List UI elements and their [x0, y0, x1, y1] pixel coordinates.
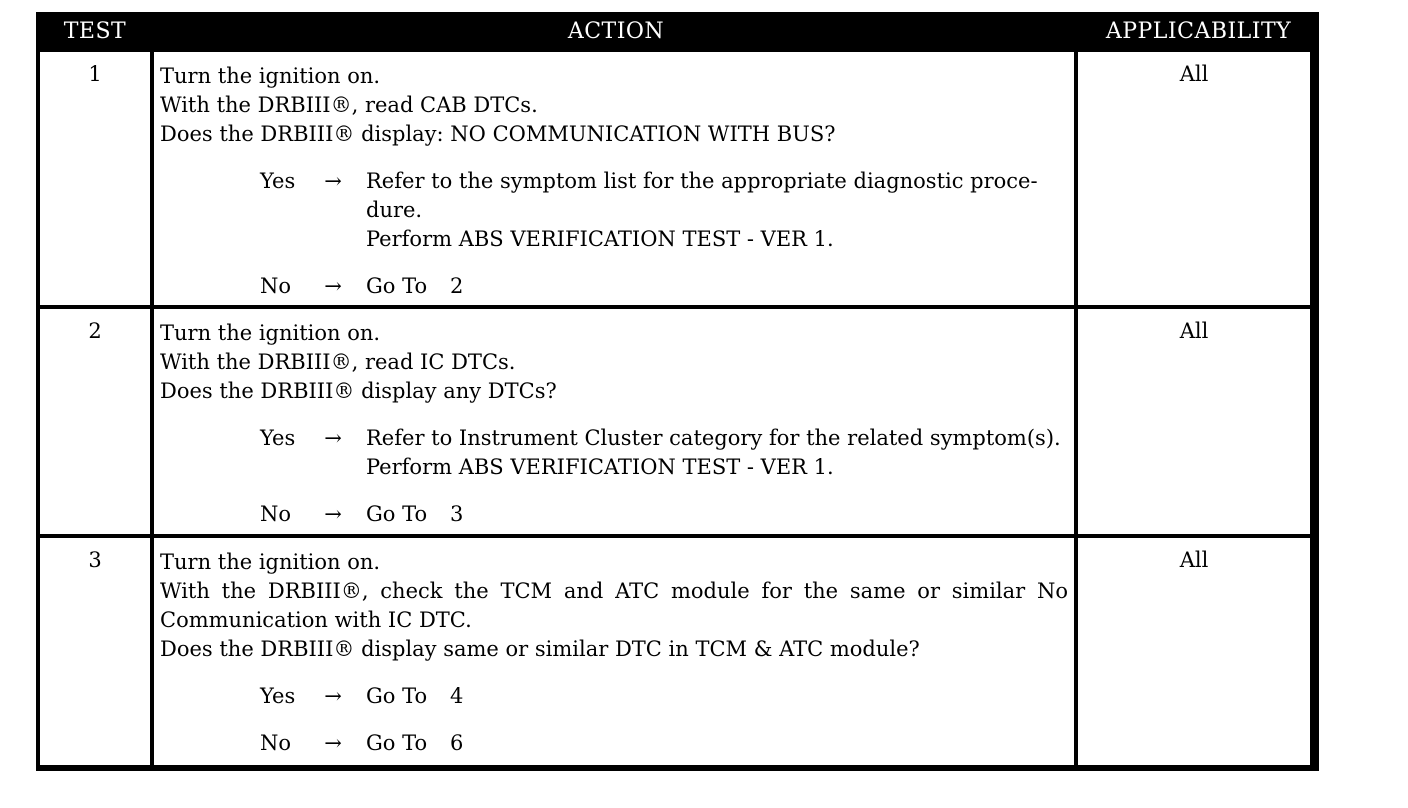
- no-label: No: [260, 274, 292, 298]
- test-number-cell: [40, 52, 150, 305]
- action-cell: [154, 309, 1074, 534]
- action-step: Turn the ignition on.: [160, 550, 381, 574]
- yes-line: Perform ABS VERIFICATION TEST - VER 1.: [366, 227, 834, 251]
- action-step: Turn the ignition on.: [160, 64, 381, 88]
- yes-label: Yes: [260, 169, 296, 193]
- arrow-icon: →: [324, 684, 342, 708]
- arrow-icon: →: [324, 274, 342, 298]
- yes-branch: [160, 167, 1068, 254]
- yes-text: [366, 424, 1068, 482]
- action-question: Does the DRBIII® display same or similar DTC in TCM & ATC module?: [160, 637, 920, 661]
- arrow-icon: →: [324, 502, 342, 526]
- goto-number: 2: [450, 274, 464, 298]
- test-number: 1: [88, 62, 102, 86]
- applicability-cell: [1078, 309, 1310, 534]
- test-number-cell: [40, 309, 150, 534]
- applicability-value: All: [1179, 319, 1209, 343]
- yes-line: dure.: [366, 198, 423, 222]
- action-question: Does the DRBIII® display: NO COMMUNICATION WITH BUS?: [160, 122, 836, 146]
- yes-line: Refer to the symptom list for the appropriate diagnostic proce-: [366, 169, 1038, 193]
- no-branch: [160, 272, 1068, 301]
- applicability-value: All: [1179, 62, 1209, 86]
- table-header: [36, 12, 1319, 52]
- yes-branch: [160, 424, 1068, 482]
- action-step: With the DRBIII®, read IC DTCs.: [160, 350, 516, 374]
- test-number: 3: [88, 548, 102, 572]
- yes-text: [366, 167, 1068, 254]
- action-question: Does the DRBIII® display any DTCs?: [160, 379, 557, 403]
- applicability-value: All: [1179, 548, 1209, 572]
- action-step: Turn the ignition on.: [160, 321, 381, 345]
- arrow-icon: →: [324, 731, 342, 755]
- yes-line: Refer to Instrument Cluster category for the related symptom(s).: [366, 426, 1061, 450]
- action-cell: [154, 52, 1074, 305]
- goto-text: Go To: [366, 502, 428, 526]
- arrow-icon: →: [324, 426, 342, 450]
- test-number: 2: [88, 319, 102, 343]
- action-step: With the DRBIII®, read CAB DTCs.: [160, 93, 538, 117]
- header-test: TEST: [63, 19, 127, 44]
- yes-branch: [160, 682, 1068, 711]
- diagnostic-table: [36, 12, 1319, 771]
- goto-number: 3: [450, 502, 464, 526]
- yes-label: Yes: [260, 426, 296, 450]
- applicability-cell: [1078, 52, 1310, 305]
- action-cell: [154, 538, 1074, 765]
- goto-text: Go To: [366, 731, 428, 755]
- yes-label: Yes: [260, 684, 296, 708]
- goto-text: Go To: [366, 684, 428, 708]
- action-step: With the DRBIII®, check the TCM and ATC module for the same or similar No Communication with IC DTC.: [160, 579, 1068, 632]
- no-label: No: [260, 731, 292, 755]
- no-branch: [160, 729, 1068, 758]
- arrow-icon: →: [324, 169, 342, 193]
- goto-number: 6: [450, 731, 464, 755]
- yes-line: Perform ABS VERIFICATION TEST - VER 1.: [366, 455, 834, 479]
- goto-number: 4: [450, 684, 464, 708]
- header-applicability: APPLICABILITY: [1105, 19, 1292, 44]
- test-number-cell: [40, 538, 150, 765]
- header-action: ACTION: [567, 19, 665, 44]
- no-label: No: [260, 502, 292, 526]
- goto-text: Go To: [366, 274, 428, 298]
- no-branch: [160, 500, 1068, 529]
- applicability-cell: [1078, 538, 1310, 765]
